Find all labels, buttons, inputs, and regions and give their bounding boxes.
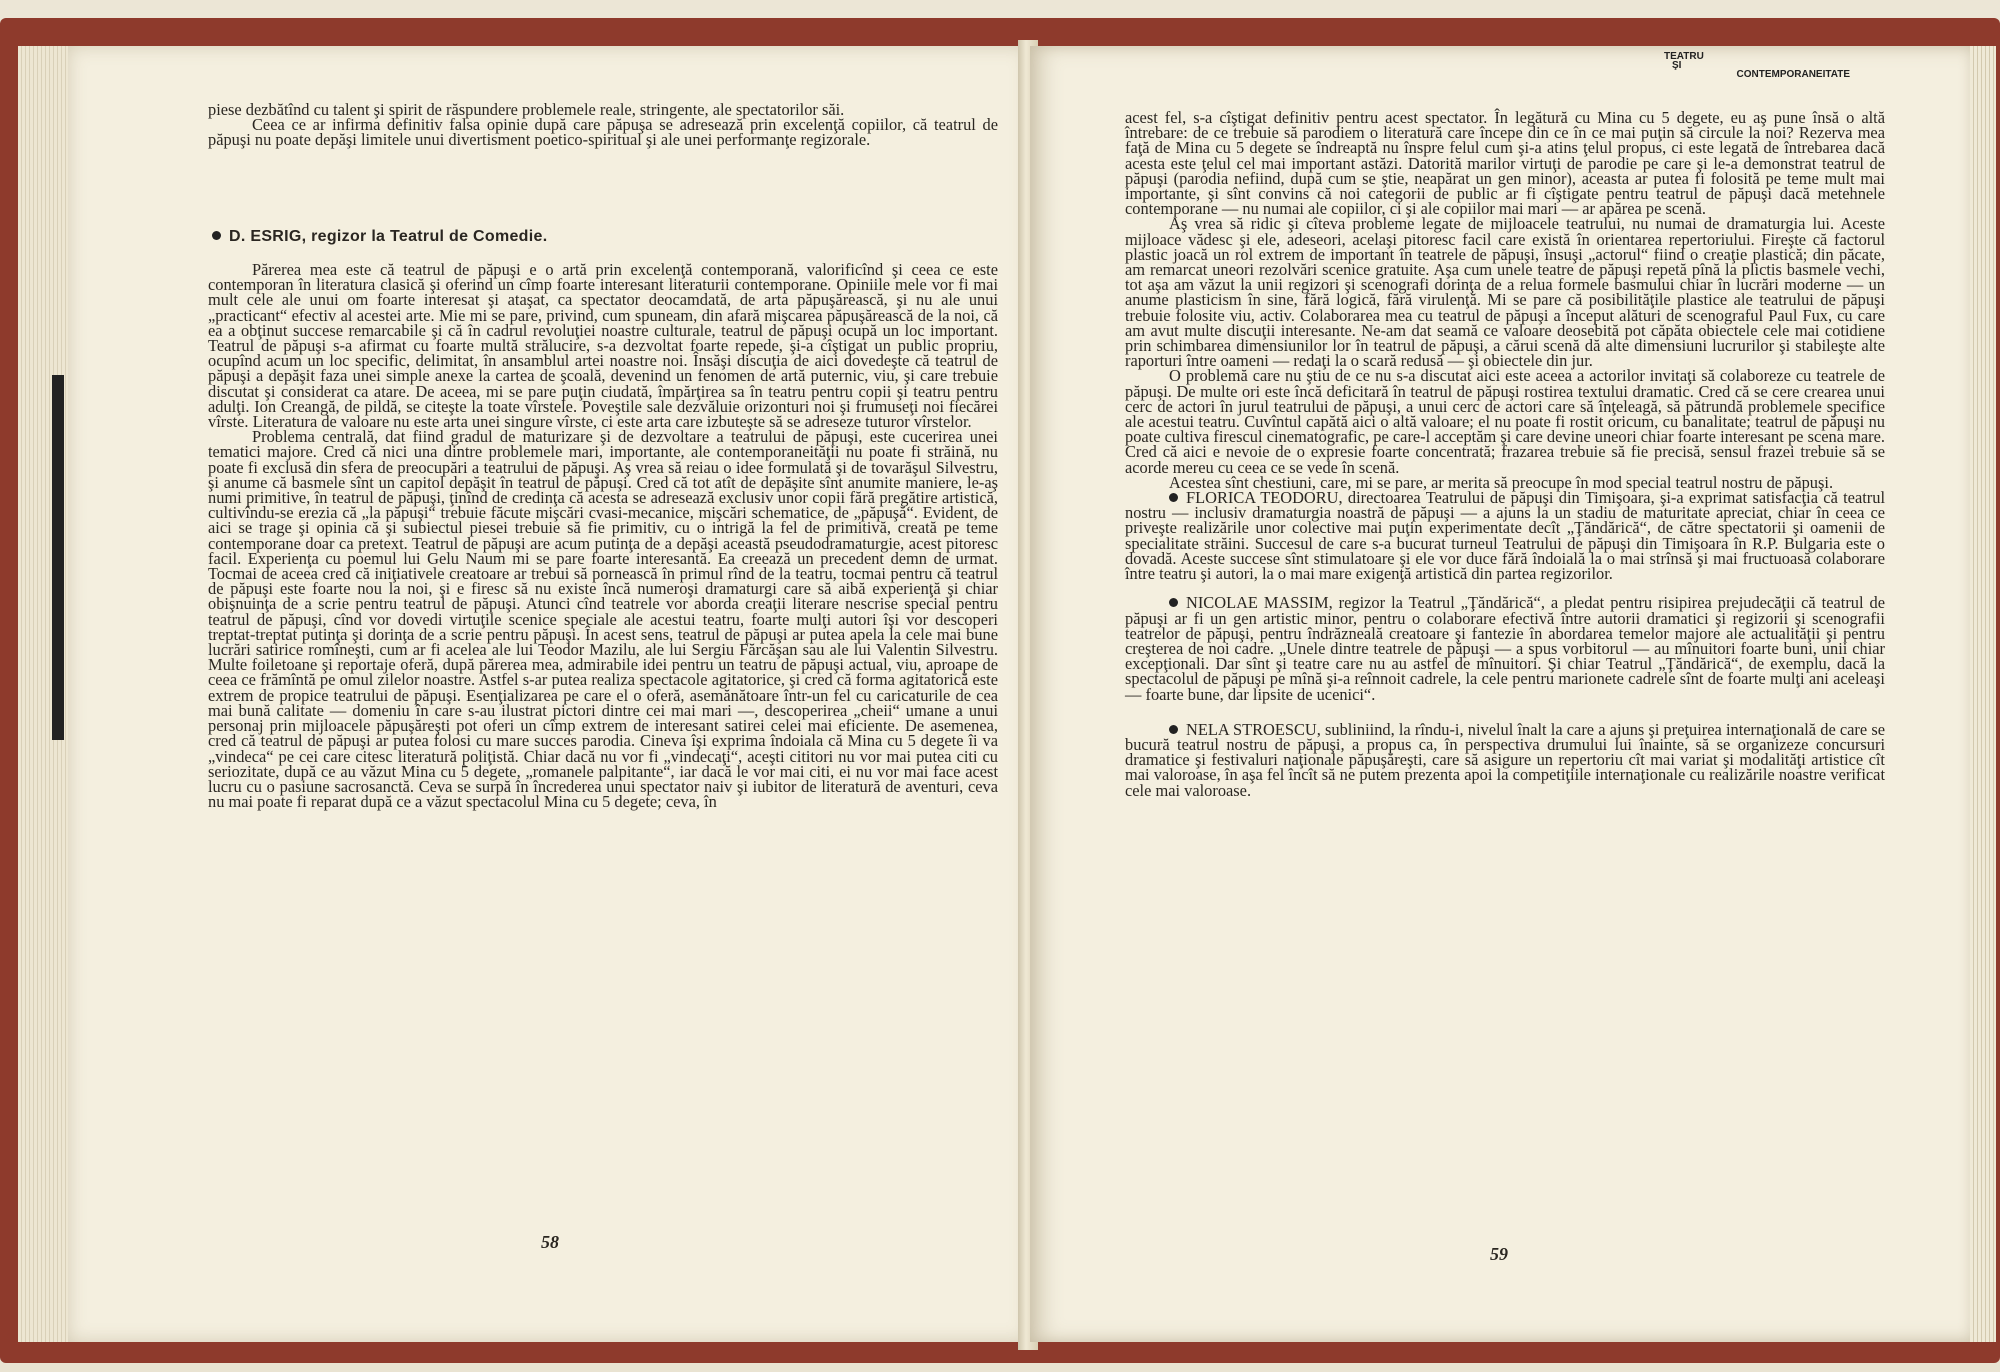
left-body (208, 260, 998, 812)
stroescu-text: NELA STROESCU, subliniind, la rîndu-i, nivelul înalt la care a ajuns şi preţuirea internaţională de care se bucură teatrul nostru de păpuşi, a propus ca, în perspectiva drumului lui înainte, să se organizeze concursuri dramatice şi festivaluri naţionale păpuşăreşti, care să asigure un repertoriu cît mai variat şi modalităţi artistice cît mai valoroase, în aşa fel încît să ne putem prezenta apoi la competiţiile internaţionale cu realizările noastre verificat cele mai valoroase. (1125, 719, 1885, 800)
running-header (1620, 52, 1850, 79)
left-intro-paragraph-1: piese dezbătînd cu talent şi spirit de răspundere problemele reale, stringente, ale spectatorilor săi. (208, 100, 845, 119)
massim-text: NICOLAE MASSIM, regizor la Teatrul „Ţăndărică“, a pledat pentru risipirea prejudecăţii că teatrul de păpuşi ar fi un gen artistic minor, pentru o colaborare efectivă între autorii dramatici şi regizorii şi scenografii teatrelor de păpuşi, pentru îndrăzneală creatoare şi fantezie în abordarea temelor majore ale actualităţii şi pentru creşterea de noi cadre. „Unele dintre teatrele de păpuşi — a spus vorbitorul — au mînuitori foarte buni, unii chiar excepţionali. Dar sînt şi teatre care nu au astfel de mînuitori. Şi chiar Teatrul „Ţăndărică“, de exemplu, dacă la spectacolul de păpuşi pe mînă şi-a reînnoit cadrele, la cele pentru marionete cadrele sînt de foarte mulţi ani aceleaşi — foarte bune, dar lipsite de ucenici“. (1125, 593, 1885, 704)
left-paragraph-1: Părerea mea este că teatrul de păpuşi e o artă prin excelenţă contemporană, valorificînd şi ceea ce este contemporan în literatura clasică şi oferind un cîmp foarte interesant literaturii contemporane. Opiniile mele vor fi mai mult cele ale unui om foarte interesat şi ataşat, ca spectator deocamdată, de arta păpuşărească, şi nu ale unui „practicant“ efectiv al acestei arte. Mie mi se pare, privind, cum spuneam, din afară mişcarea păpuşărească de la noi, că ea a obţinut succese remarcabile şi că în cadrul revoluţiei noastre culturale, teatrul de păpuşi ocupă un loc important. Teatrul de păpuşi s-a afirmat cu foarte multă strălucire, s-a dezvoltat foarte repede, şi-a cîştigat un public propriu, ocupînd acum un loc specific, delimitat, în ansamblul artei noastre noi. Însăşi discuţia de aici dovedeşte că teatrul de păpuşi a depăşit faza unei simple anexe la cartea de şcoală, devenind un fenomen de artă puternic, viu, şi care trebuie discutat şi considerat ca atare. De aceea, mi se pare puţin ciudată, împărţirea sa în teatru pentru copii şi teatru pentru adulţi. Ion Creangă, de pildă, se citeşte la toate vîrstele. Poveştile sale dezvăluie orizonturi noi şi frumuseţi noi fiecărei vîrste. Literatura de valoare nu este arta unei singure vîrste, ci este arta care izbuteşte să se adreseze tuturor vîrstelor. (208, 260, 998, 432)
bullet-icon (1169, 725, 1178, 734)
right-paragraph-1: acest fel, s-a cîştigat definitiv pentru acest spectator. În legătură cu Mina cu 5 degete, eu aş pune însă o altă întrebare: de ce trebuie să parodiem o literatură care începe din ce în ce mai puţin să circule la noi? Rezerva mea faţă de Mina cu 5 degete se îndreaptă nu înspre felul cum şi-a atins ţelul propus, ci este legată de întrebarea dacă acesta este ţelul cel mai important astăzi. Datorită marilor virtuţi de parodie pe care şi le-a demonstrat teatrul de păpuşi (parodia nefiind, după cum se ştie, neapărat un gen minor), aceasta ar putea fi folosită pe teme mult mai importante, şi sînt convins că noi categorii de public ar fi cîştigate pentru teatrul de păpuşi dacă metehnele contemporane — nu numai ale copiilor, ci şi ale copiilor mai mari — ar apărea pe scenă. (1125, 108, 1885, 219)
esrig-heading-text: D. ESRIG, regizor la Teatrul de Comedie. (229, 228, 548, 245)
left-page (68, 46, 1028, 1342)
stroescu-paragraph (1125, 719, 1885, 800)
bullet-icon (1169, 598, 1178, 607)
page-number-left: 58 (541, 1232, 559, 1252)
bullet-icon (1169, 493, 1178, 502)
florica-paragraph (1125, 488, 1885, 584)
left-intro-paragraph-2: Ceea ce ar infirma definitiv falsa opinie după care păpuşa se adresează prin excelenţă copiilor, că teatrul de păpuşi nu poate depăşi limitele unui divertisment poetico-spiritual şi ale unei performanţe regizorale. (208, 115, 998, 150)
running-header-line-3: CONTEMPORANEITATE (1736, 69, 1850, 80)
massim-paragraph (1125, 593, 1885, 704)
esrig-heading (212, 228, 547, 246)
right-paragraph-4: Acestea sînt chestiuni, care, mi se pare, ar merita să preocupe în mod special teatrul nostru de păpuşi. (1169, 472, 1834, 492)
right-body (1125, 110, 1885, 798)
bullet-icon (212, 231, 221, 240)
left-paragraph-2: Problema centrală, dat fiind gradul de maturizare şi de dezvoltare a teatrului de păpuşi, este cucerirea unei tematici majore. Cred că nici una dintre problemele mari, importante, ale contemporaneităţii nu poate fi străină, nu poate fi exclusă din sfera de preocupări a teatrului de păpuşi. Aş vrea să reiau o idee formulată şi de tovarăşul Silvestru, şi anume că basmele sînt un capitol depăşit în teatrul de păpuşi. Cred că tot atît de depăşite sînt anumite maniere, le-aş numi primitive, în teatrul de păpuşi, ţinînd de credinţa că acesta se adresează exclusiv unor copii fără pregătire artistică, cultivîndu-se erezia că „la păpuşi“ trebuie făcute mişcări cvasi-mecanice, mişcări schematice, de „păpuşă“. Evident, de aici se trage şi opinia că şi subiectul piesei trebuie să fie primitiv, cu o intrigă la fel de primitivă, creată pe teme contemporane doar ca pretext. Teatrul de păpuşi are acum putinţa de a depăşi această pseudodramaturgie, acest pitoresc facil. Experienţa cu poemul lui Gelu Naum mi se pare foarte interesantă. Ea creează un precedent demn de urmat. Tocmai de aceea cred că iniţiativele creatoare ar trebui să pornească în primul rînd de la teatru, tocmai pentru că teatrul de păpuşi este foarte nou la noi, şi e firesc să nu existe încă numeroşi dramaturgi care să aibă experienţă şi chiar obişnuinţa de a scrie pentru teatrul de păpuşi. Atunci cînd teatrele vor aborda creaţii literare nescrise special pentru teatrul de păpuşi, cînd vor dovedi virtuţile scenice speciale ale acestui teatru, foarte mulţi autori îşi vor descoperi treptat-treptat putinţa şi dorinţa de a scrie pentru păpuşi. În acest sens, teatrul de păpuşi ar putea apela la cele mai bune lucrări satirice romîneşti, cum ar fi acelea ale lui Teodor Mazilu, ale lui Sergiu Fărcăşan sau ale lui Valentin Silvestru. Multe foiletoane şi reportaje oferă, după părerea mea, admirabile idei pentru un teatru de păpuşi actual, viu, aproape de ceea ce frămîntă pe omul zilelor noastre. Astfel s-ar putea realiza spectacole agitatorice, şi cred că forma agitatorică este extrem de propice teatrului de păpuşi. Esenţializarea pe care el o oferă, asemănătoare într-un fel cu caricaturile de cea mai bună calitate — domeniu în care s-au ilustrat pictori dintre cei mai mari —, descoperirea „cheii“ umane a unui personaj prin mijloacele păpuşăreşti pot oferi un cîmp extrem de interesant satirei celei mai eficiente. De asemenea, cred că teatrul de păpuşi ar putea folosi cu mare succes parodia. Cineva îşi exprima îndoiala că Mina cu 5 degete îi va „vindeca“ pe cei care citesc literatură poliţistă. Chiar dacă nu vor fi „vindecaţi“, aceşti cititori nu vor mai putea citi cu seriozitate, după ce au văzut Mina cu 5 degete, „romanele palpitante“, iar dacă le vor mai citi, ei nu vor mai face acest lucru cu o pasiune sacrosanctă. Ceva se surpă în încrederea unui spectator naiv şi iubitor de literatură de aventuri, ceva nu mai poate fi reparat după ce a văzut spectacolul Mina cu 5 degete; ceva, în (208, 427, 998, 812)
right-paragraph-2: Aş vrea să ridic şi cîteva probleme legate de mijloacele teatrului, nu numai de dramaturgia lui. Aceste mijloace vădesc şi ele, adeseori, acelaşi pitoresc facil care există în orientarea repertoriului. Fireşte că factorul plastic joacă un rol extrem de important în teatrele de păpuşi, însuşi „actorul“ fiind o creaţie plastică; din păcate, am remarcat uneori rezolvări scenice gratuite. Aşa cum unele teatre de păpuşi repetă pînă la plictis basmele vechi, tot aşa am văzut la unii regizori şi scenografi dorinţa de a relua formele basmului chiar în lucrări moderne — un anume plasticism în sine, fără logică, fără virulenţă. Mi se pare că posibilităţile plastice ale teatrului de păpuşi trebuie folosite viu, activ. Colaborarea mea cu teatrul de păpuşi a început alături de scenograful Paul Fux, cu care am avut multe discuţii interesante. Ne-am dat seamă ce valoare deosebită pot căpăta obiectele cele mai cotidiene prin schimbarea dimensiunilor lor în teatrul de păpuşi, a cărui scenă dă alte dimensiuni lucrurilor şi stabileşte alte raporturi între oameni — redaţi la o scară redusă — şi obiectele din jur. (1125, 214, 1885, 371)
page-tab-marker (52, 375, 64, 740)
running-header-line-2: ŞI (1672, 60, 1682, 71)
running-header-line-1: TEATRU (1664, 51, 1704, 62)
left-intro (208, 102, 998, 148)
right-page-edges (1970, 46, 1996, 1342)
right-page (1030, 46, 1970, 1342)
right-paragraph-3: O problemă care nu ştiu de ce nu s-a discutat aici este aceea a actorilor invitaţi să colaboreze cu teatrele de păpuşi. De multe ori este încă deficitară în teatrul de păpuşi rostirea textului dramatic. Cred că se cere crearea unui cerc de actori în jurul teatrului de păpuşi, a unui cerc de actori care să înţeleagă, să pătrundă problemele specifice ale acestui teatru. Cuvîntul capătă aici o altă valoare; el nu poate fi rostit oricum, cu banalitate; teatrul de păpuşi nu poate cultiva firescul cinematografic, pe care-l acceptăm şi care devine uneori chiar foarte interesant pe scena mare. Cred că aici e nevoie de o expresie foarte concentrată; frazarea trebuie să fie precisă, sensul frazei trebuie să se acorde mereu cu ceea ce se vede în scenă. (1125, 366, 1885, 477)
florica-text: FLORICA TEODORU, directoarea Teatrului de păpuşi din Timişoara, şi-a exprimat satisfacţia că teatrul nostru — inclusiv dramaturgia noastră de păpuşi — a ajuns la un stadiu de maturitate apreciat, chiar în ceea ce priveşte realizările unor colective mai puţin experimentate decît „Ţăndărică“, de către spectatorii şi oamenii de specialitate străini. Succesul de care s-a bucurat turneul Teatrului de păpuşi din Timişoara în R.P. Bulgaria este o dovadă. Aceste succese sînt stimulatoare şi ele vor duce fără îndoială la o mai strînsă şi mai fructuoasă colaborare între teatru şi autori, la o mai mare exigenţă artistică din partea regizorilor. (1125, 488, 1885, 584)
page-number-right: 59 (1490, 1244, 1508, 1264)
